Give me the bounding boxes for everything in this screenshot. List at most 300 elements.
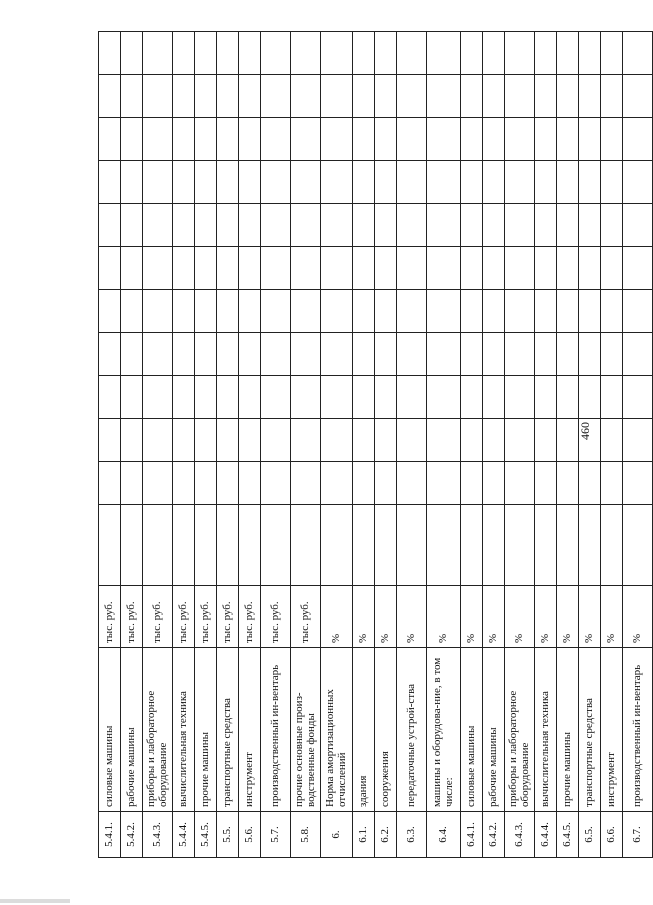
empty-cell	[557, 505, 579, 586]
data-table-rotated	[98, 53, 643, 858]
table-row	[505, 32, 535, 858]
row-unit: %	[397, 586, 427, 648]
empty-cell	[397, 204, 427, 247]
empty-cell	[557, 204, 579, 247]
empty-cell	[427, 118, 461, 161]
row-unit: %	[375, 586, 397, 648]
empty-cell	[121, 118, 143, 161]
table-row	[579, 32, 601, 858]
empty-cell	[261, 32, 291, 75]
empty-cell	[397, 118, 427, 161]
empty-cell	[321, 376, 353, 419]
empty-cell	[557, 462, 579, 505]
empty-cell	[427, 204, 461, 247]
row-number: 6.4.4.	[535, 812, 557, 858]
empty-cell	[461, 290, 483, 333]
empty-cell	[397, 462, 427, 505]
empty-cell	[623, 118, 653, 161]
empty-cell	[99, 376, 121, 419]
empty-cell	[217, 75, 239, 118]
empty-cell	[195, 32, 217, 75]
empty-cell	[353, 376, 375, 419]
row-name: приборы и лабораторное оборудование	[505, 648, 535, 812]
empty-cell	[99, 204, 121, 247]
empty-cell	[535, 333, 557, 376]
table-row	[291, 32, 321, 858]
empty-cell	[535, 419, 557, 462]
empty-cell	[601, 505, 623, 586]
empty-cell	[261, 75, 291, 118]
row-name: сооружения	[375, 648, 397, 812]
row-name: силовые машины	[99, 648, 121, 812]
empty-cell	[601, 247, 623, 290]
empty-cell	[239, 247, 261, 290]
row-number: 5.4.3.	[143, 812, 173, 858]
empty-cell	[99, 505, 121, 586]
row-number: 6.1.	[353, 812, 375, 858]
empty-cell	[397, 247, 427, 290]
empty-cell	[121, 75, 143, 118]
empty-cell	[375, 462, 397, 505]
row-name: вычислительная техника	[535, 648, 557, 812]
empty-cell	[427, 75, 461, 118]
row-number: 6.3.	[397, 812, 427, 858]
empty-cell	[535, 161, 557, 204]
row-unit: тыс. руб.	[239, 586, 261, 648]
row-unit: тыс. руб.	[99, 586, 121, 648]
row-number: 5.4.1.	[99, 812, 121, 858]
empty-cell	[143, 376, 173, 419]
empty-cell	[217, 161, 239, 204]
empty-cell	[397, 290, 427, 333]
empty-cell	[99, 333, 121, 376]
row-unit: тыс. руб.	[217, 586, 239, 648]
empty-cell	[353, 161, 375, 204]
row-number: 6.6.	[601, 812, 623, 858]
empty-cell	[291, 161, 321, 204]
empty-cell	[143, 333, 173, 376]
empty-cell	[121, 462, 143, 505]
table-row	[99, 32, 121, 858]
empty-cell	[505, 505, 535, 586]
empty-cell	[121, 247, 143, 290]
table-row	[217, 32, 239, 858]
empty-cell	[99, 118, 121, 161]
empty-cell	[261, 118, 291, 161]
empty-cell	[427, 376, 461, 419]
empty-cell	[601, 419, 623, 462]
row-number: 5.6.	[239, 812, 261, 858]
empty-cell	[239, 161, 261, 204]
empty-cell	[579, 376, 601, 419]
empty-cell	[557, 118, 579, 161]
empty-cell	[239, 376, 261, 419]
empty-cell	[601, 462, 623, 505]
row-name: прочие машины	[557, 648, 579, 812]
table-row	[427, 32, 461, 858]
empty-cell	[143, 505, 173, 586]
empty-cell	[461, 333, 483, 376]
row-number: 6.2.	[375, 812, 397, 858]
empty-cell	[291, 376, 321, 419]
empty-cell	[217, 204, 239, 247]
empty-cell	[461, 505, 483, 586]
empty-cell	[461, 376, 483, 419]
empty-cell	[557, 333, 579, 376]
empty-cell	[375, 419, 397, 462]
empty-cell	[461, 161, 483, 204]
empty-cell	[579, 118, 601, 161]
empty-cell	[353, 505, 375, 586]
empty-cell	[601, 75, 623, 118]
empty-cell	[375, 75, 397, 118]
empty-cell	[195, 290, 217, 333]
table-row	[601, 32, 623, 858]
empty-cell	[461, 462, 483, 505]
empty-cell	[195, 333, 217, 376]
row-unit: %	[557, 586, 579, 648]
empty-cell	[173, 505, 195, 586]
empty-cell	[195, 75, 217, 118]
empty-cell	[239, 118, 261, 161]
empty-cell	[217, 247, 239, 290]
empty-cell	[483, 462, 505, 505]
row-unit: тыс. руб.	[291, 586, 321, 648]
empty-cell	[601, 376, 623, 419]
empty-cell	[461, 247, 483, 290]
empty-cell	[321, 505, 353, 586]
empty-cell	[483, 32, 505, 75]
empty-cell	[195, 419, 217, 462]
empty-cell	[623, 376, 653, 419]
empty-cell	[505, 161, 535, 204]
empty-cell	[217, 32, 239, 75]
empty-cell	[143, 204, 173, 247]
empty-cell	[483, 118, 505, 161]
row-number: 5.4.4.	[173, 812, 195, 858]
empty-cell	[375, 32, 397, 75]
table-row	[375, 32, 397, 858]
empty-cell	[601, 32, 623, 75]
empty-cell	[143, 462, 173, 505]
scan-edge-mark	[0, 899, 70, 903]
empty-cell	[397, 505, 427, 586]
empty-cell	[99, 161, 121, 204]
empty-cell	[375, 505, 397, 586]
row-name: инструмент	[601, 648, 623, 812]
empty-cell	[121, 32, 143, 75]
empty-cell	[601, 290, 623, 333]
empty-cell	[239, 204, 261, 247]
empty-cell	[239, 333, 261, 376]
empty-cell	[321, 75, 353, 118]
empty-cell	[195, 247, 217, 290]
empty-cell	[143, 247, 173, 290]
empty-cell	[291, 462, 321, 505]
table-row	[461, 32, 483, 858]
table-row	[623, 32, 653, 858]
empty-cell	[427, 32, 461, 75]
empty-cell	[217, 505, 239, 586]
row-unit: тыс. руб.	[143, 586, 173, 648]
empty-cell	[353, 204, 375, 247]
table-row	[173, 32, 195, 858]
empty-cell	[483, 419, 505, 462]
row-unit: тыс. руб.	[261, 586, 291, 648]
empty-cell	[121, 161, 143, 204]
empty-cell	[483, 505, 505, 586]
empty-cell	[483, 333, 505, 376]
empty-cell	[427, 333, 461, 376]
empty-cell	[99, 32, 121, 75]
empty-cell	[291, 32, 321, 75]
row-name: транспортные средства	[217, 648, 239, 812]
empty-cell	[397, 32, 427, 75]
empty-cell	[217, 290, 239, 333]
empty-cell	[195, 505, 217, 586]
row-name: прочие основные произ-водственные фонды	[291, 648, 321, 812]
empty-cell	[375, 204, 397, 247]
row-name: рабочие машины	[121, 648, 143, 812]
data-table	[98, 31, 653, 858]
empty-cell	[195, 118, 217, 161]
empty-cell	[261, 333, 291, 376]
empty-cell	[579, 75, 601, 118]
empty-cell	[601, 333, 623, 376]
empty-cell	[579, 462, 601, 505]
empty-cell	[623, 505, 653, 586]
empty-cell	[483, 376, 505, 419]
empty-cell	[239, 462, 261, 505]
empty-cell	[353, 32, 375, 75]
empty-cell	[195, 462, 217, 505]
row-number: 5.8.	[291, 812, 321, 858]
empty-cell	[239, 419, 261, 462]
empty-cell	[461, 204, 483, 247]
empty-cell	[239, 75, 261, 118]
row-name: передаточные устрой-ства	[397, 648, 427, 812]
empty-cell	[557, 75, 579, 118]
page-number: 460	[578, 422, 592, 440]
empty-cell	[623, 462, 653, 505]
empty-cell	[505, 290, 535, 333]
empty-cell	[99, 462, 121, 505]
empty-cell	[505, 75, 535, 118]
empty-cell	[173, 32, 195, 75]
empty-cell	[217, 118, 239, 161]
empty-cell	[623, 204, 653, 247]
empty-cell	[535, 376, 557, 419]
row-name: силовые машины	[461, 648, 483, 812]
row-name: производственный ин-вентарь	[261, 648, 291, 812]
empty-cell	[579, 204, 601, 247]
empty-cell	[427, 505, 461, 586]
row-unit: %	[427, 586, 461, 648]
empty-cell	[173, 118, 195, 161]
row-name: производственный ин-вентарь	[623, 648, 653, 812]
empty-cell	[143, 290, 173, 333]
empty-cell	[601, 161, 623, 204]
empty-cell	[121, 204, 143, 247]
empty-cell	[375, 333, 397, 376]
empty-cell	[261, 247, 291, 290]
empty-cell	[557, 161, 579, 204]
empty-cell	[239, 505, 261, 586]
empty-cell	[173, 462, 195, 505]
empty-cell	[505, 462, 535, 505]
empty-cell	[99, 75, 121, 118]
empty-cell	[321, 333, 353, 376]
empty-cell	[483, 204, 505, 247]
empty-cell	[461, 419, 483, 462]
empty-cell	[557, 376, 579, 419]
empty-cell	[483, 290, 505, 333]
empty-cell	[579, 419, 601, 462]
empty-cell	[535, 505, 557, 586]
empty-cell	[397, 75, 427, 118]
empty-cell	[557, 419, 579, 462]
empty-cell	[291, 247, 321, 290]
empty-cell	[427, 462, 461, 505]
row-unit: %	[321, 586, 353, 648]
row-number: 5.5.	[217, 812, 239, 858]
empty-cell	[397, 419, 427, 462]
empty-cell	[143, 32, 173, 75]
empty-cell	[505, 247, 535, 290]
empty-cell	[321, 419, 353, 462]
empty-cell	[353, 75, 375, 118]
empty-cell	[557, 290, 579, 333]
table-row	[353, 32, 375, 858]
empty-cell	[535, 204, 557, 247]
row-number: 6.4.1.	[461, 812, 483, 858]
empty-cell	[375, 376, 397, 419]
table-row	[261, 32, 291, 858]
empty-cell	[623, 247, 653, 290]
row-unit: %	[623, 586, 653, 648]
empty-cell	[143, 161, 173, 204]
row-name: прочие машины	[195, 648, 217, 812]
table-body	[99, 32, 653, 858]
empty-cell	[99, 290, 121, 333]
empty-cell	[427, 161, 461, 204]
empty-cell	[291, 290, 321, 333]
empty-cell	[483, 75, 505, 118]
empty-cell	[291, 505, 321, 586]
table-row	[557, 32, 579, 858]
empty-cell	[261, 462, 291, 505]
empty-cell	[173, 204, 195, 247]
row-unit: %	[601, 586, 623, 648]
empty-cell	[239, 32, 261, 75]
empty-cell	[505, 419, 535, 462]
empty-cell	[375, 290, 397, 333]
empty-cell	[121, 505, 143, 586]
empty-cell	[173, 290, 195, 333]
row-unit: %	[579, 586, 601, 648]
row-number: 5.7.	[261, 812, 291, 858]
empty-cell	[353, 333, 375, 376]
empty-cell	[173, 75, 195, 118]
empty-cell	[461, 32, 483, 75]
empty-cell	[483, 247, 505, 290]
empty-cell	[427, 419, 461, 462]
row-number: 6.4.2.	[483, 812, 505, 858]
empty-cell	[535, 75, 557, 118]
empty-cell	[261, 290, 291, 333]
empty-cell	[173, 419, 195, 462]
empty-cell	[535, 32, 557, 75]
empty-cell	[217, 419, 239, 462]
empty-cell	[261, 161, 291, 204]
row-number: 6.4.5.	[557, 812, 579, 858]
row-unit: тыс. руб.	[173, 586, 195, 648]
row-unit: тыс. руб.	[195, 586, 217, 648]
table-row	[143, 32, 173, 858]
table-row	[483, 32, 505, 858]
table-row	[195, 32, 217, 858]
empty-cell	[173, 376, 195, 419]
empty-cell	[579, 161, 601, 204]
empty-cell	[623, 333, 653, 376]
empty-cell	[321, 118, 353, 161]
empty-cell	[505, 204, 535, 247]
empty-cell	[579, 290, 601, 333]
empty-cell	[291, 75, 321, 118]
empty-cell	[535, 290, 557, 333]
row-number: 6.4.3.	[505, 812, 535, 858]
empty-cell	[483, 161, 505, 204]
row-name: вычислительная техника	[173, 648, 195, 812]
empty-cell	[427, 290, 461, 333]
empty-cell	[291, 204, 321, 247]
empty-cell	[623, 161, 653, 204]
empty-cell	[375, 118, 397, 161]
row-unit: тыс. руб.	[121, 586, 143, 648]
empty-cell	[143, 118, 173, 161]
empty-cell	[353, 419, 375, 462]
empty-cell	[535, 247, 557, 290]
row-name: инструмент	[239, 648, 261, 812]
row-number: 6.5.	[579, 812, 601, 858]
row-unit: %	[505, 586, 535, 648]
table-row	[397, 32, 427, 858]
empty-cell	[353, 118, 375, 161]
empty-cell	[99, 247, 121, 290]
empty-cell	[579, 505, 601, 586]
empty-cell	[557, 32, 579, 75]
row-unit: %	[353, 586, 375, 648]
empty-cell	[261, 204, 291, 247]
empty-cell	[321, 462, 353, 505]
empty-cell	[461, 118, 483, 161]
empty-cell	[505, 376, 535, 419]
empty-cell	[261, 505, 291, 586]
empty-cell	[321, 161, 353, 204]
row-number: 6.7.	[623, 812, 653, 858]
empty-cell	[121, 419, 143, 462]
row-name: Норма амортизационных отчислений	[321, 648, 353, 812]
empty-cell	[601, 118, 623, 161]
empty-cell	[623, 290, 653, 333]
row-name: здания	[353, 648, 375, 812]
empty-cell	[143, 419, 173, 462]
empty-cell	[579, 333, 601, 376]
empty-cell	[121, 333, 143, 376]
empty-cell	[397, 376, 427, 419]
empty-cell	[261, 376, 291, 419]
empty-cell	[217, 333, 239, 376]
